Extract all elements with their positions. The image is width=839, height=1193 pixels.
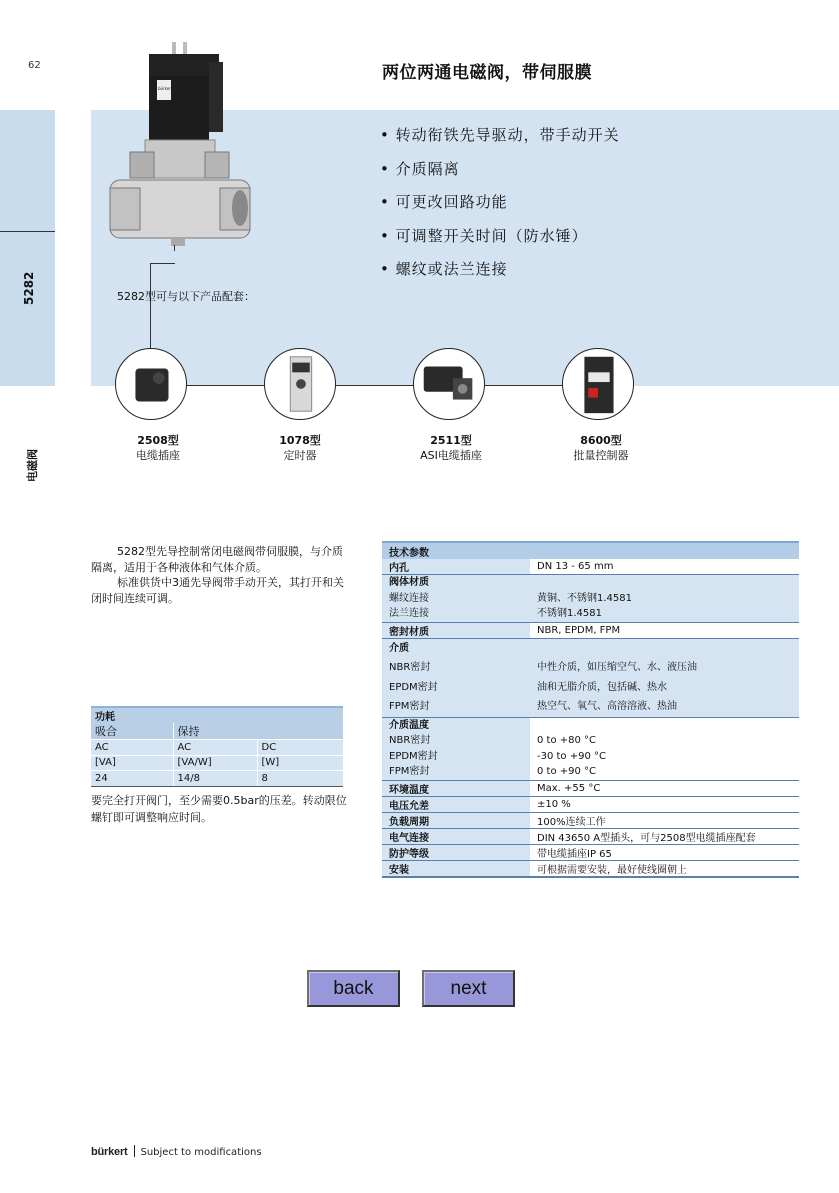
accessory-2508-label [98, 433, 218, 463]
spec-key: 内孔 [382, 559, 530, 575]
spec-key: 电气连接 [382, 828, 530, 844]
accessory-8600-image [562, 348, 634, 420]
description-paragraph: 标准供货中3通先导阀带手动开关，其打开和关闭时间连续可调。 [91, 576, 344, 605]
feature-item: • 介质隔离 [380, 158, 620, 192]
valve-brand: bürkert [158, 86, 173, 91]
spec-value: NBR, EPDM, FPM [530, 622, 799, 638]
spec-value: 中性介质，如压缩空气、水、液压油 油和无脂介质，包括碱、热水 热空气、氧气、高溶溶液、热油 [530, 638, 799, 717]
power-col-hold: 保持 [173, 723, 343, 740]
accessory-model: 8600型 [580, 434, 622, 447]
side-tab-divider [0, 231, 55, 232]
power-col-pull: 吸合 [91, 723, 173, 740]
pressure-note: 要完全打开阀门，至少需要0.5bar的压差。转动限位螺钉即可调整响应时间。 [91, 794, 347, 824]
category-label: 电磁阀 [26, 449, 39, 482]
spec-key: 防护等级 [382, 844, 530, 860]
power-cell: AC [173, 740, 257, 756]
next-button[interactable]: next [422, 970, 515, 1007]
spec-key: 密封材质 [382, 622, 530, 638]
feature-item: • 可更改回路功能 [380, 191, 620, 225]
spec-key: 负载周期 [382, 812, 530, 828]
accessory-2508-image [115, 348, 187, 420]
spec-value: DN 13 - 65 mm [530, 559, 799, 575]
feature-item: • 螺纹或法兰连接 [380, 258, 620, 292]
spec-key: 介质 NBR密封 EPDM密封 FPM密封 [382, 638, 530, 717]
back-button[interactable]: back [307, 970, 400, 1007]
accessory-2511-image [413, 348, 485, 420]
accessory-model: 2508型 [137, 434, 179, 447]
spec-value: 100%连续工作 [530, 812, 799, 828]
power-cell: 8 [257, 771, 343, 787]
spec-value: 黄铜、不锈钢1.4581 不锈钢1.4581 [530, 575, 799, 623]
power-cell: 14/8 [173, 771, 257, 787]
solenoid-valve-image [105, 40, 255, 250]
accessory-model: 1078型 [279, 434, 321, 447]
side-tab [0, 110, 55, 482]
footer [91, 1145, 262, 1158]
connector-line [150, 385, 600, 386]
spec-table [382, 541, 799, 878]
leader-line [174, 245, 175, 251]
compat-label: 5282型可与以下产品配套： [117, 290, 255, 303]
spec-value: 可根据需要安装，最好使线圈朝上 [530, 860, 799, 877]
power-cell: DC [257, 740, 343, 756]
spec-value: Max. +55 °C [530, 780, 799, 796]
page-number: 62 [28, 60, 41, 71]
spec-key: 安装 [382, 860, 530, 877]
power-cell: [VA] [91, 755, 173, 771]
accessory-name: ASI电缆插座 [420, 449, 482, 462]
footer-text: Subject to modifications [140, 1147, 262, 1158]
accessory-name: 电缆插座 [136, 449, 180, 462]
spec-value: ±10 % [530, 796, 799, 812]
power-cell: [W] [257, 755, 343, 771]
accessory-name: 批量控制器 [573, 449, 629, 462]
feature-item: • 可调整开关时间（防水锤） [380, 225, 620, 259]
power-table [91, 706, 343, 787]
brand-logo: bürkert [91, 1146, 128, 1158]
accessory-2511-label [391, 433, 511, 463]
power-cell: [VA/W] [173, 755, 257, 771]
accessory-model: 2511型 [430, 434, 472, 447]
series-label: 5282 [22, 271, 36, 305]
spec-key: 阀体材质 螺纹连接 法兰连接 [382, 575, 530, 623]
feature-item: • 转动衔铁先导驱动，带手动开关 [380, 124, 620, 158]
power-header: 功耗 [91, 707, 343, 723]
spec-key: 环境温度 [382, 780, 530, 796]
spec-value: DIN 43650 A型插头，可与2508型电缆插座配套 [530, 828, 799, 844]
page-title: 两位两通电磁阀，带伺服膜 [382, 63, 592, 83]
footer-divider [134, 1145, 135, 1157]
power-cell: 24 [91, 771, 173, 787]
spec-key: 电压允差 [382, 796, 530, 812]
accessory-name: 定时器 [283, 449, 317, 462]
spec-value: 0 to +80 °C -30 to +90 °C 0 to +90 °C [530, 717, 799, 780]
feature-list [380, 124, 620, 292]
spec-key: 介质温度 NBR密封 EPDM密封 FPM密封 [382, 717, 530, 780]
power-cell: AC [91, 740, 173, 756]
description [91, 544, 353, 606]
accessory-1078-label [240, 433, 360, 463]
spec-header: 技术参数 [382, 542, 799, 559]
accessory-1078-image [264, 348, 336, 420]
accessory-8600-label [541, 433, 661, 463]
spec-value: 带电缆插座IP 65 [530, 844, 799, 860]
description-paragraph: 5282型先导控制常闭电磁阀带伺服膜，与介质隔离，适用于各种液体和气体介质。 [91, 545, 343, 574]
